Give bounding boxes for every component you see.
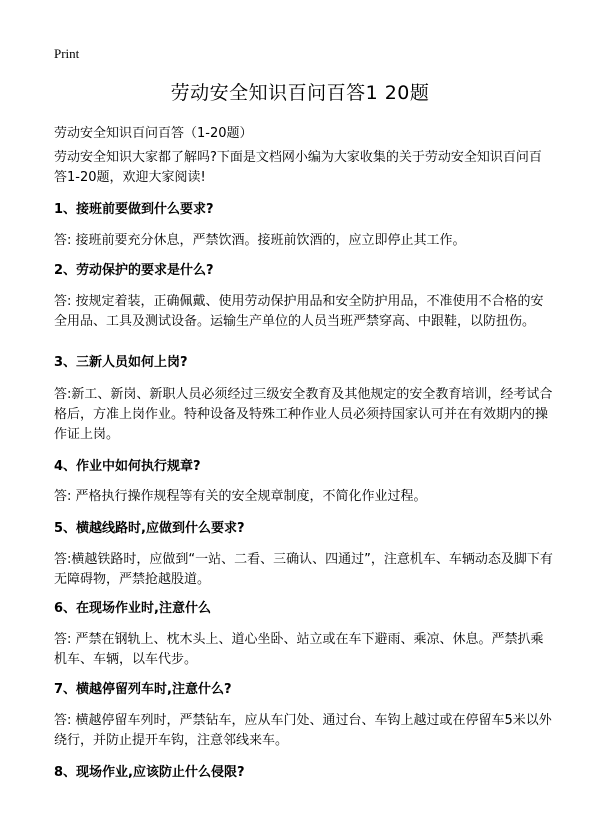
qa-item-6 xyxy=(54,600,554,667)
question-3: 3、三新人员如何上岗? xyxy=(54,355,188,370)
answer-1: 答: 接班前要充分休息，严禁饮酒。接班前饮酒的，应立即停止其工作。 xyxy=(54,233,466,248)
qa-item-2 xyxy=(54,262,554,329)
qa-item-1 xyxy=(54,201,554,248)
question-6: 6、在现场作业时,注意什么 xyxy=(54,601,211,616)
page-title: 劳动安全知识百问百答1 20题 xyxy=(170,82,430,104)
question-5: 5、横越线路时,应做到什么要求? xyxy=(54,521,245,536)
intro-paragraph: 劳动安全知识大家都了解吗?下面是文档网小编为大家收集的关于劳动安全知识百问百答1-20题，欢迎大家阅读! xyxy=(54,150,542,185)
answer-3: 答:新工、新岗、新职人员必须经过三级安全教育及其他规定的安全教育培训，经考试合格后，方准上岗作业。特种设备及特殊工种作业人员必须持国家认可并在有效期内的操作证上岗。 xyxy=(54,387,553,442)
qa-item-5 xyxy=(54,520,554,587)
answer-6: 答: 严禁在钢轨上、枕木头上、道心坐卧、站立或在车下避雨、乘凉、休息。严禁扒乘机车、车辆，以车代步。 xyxy=(54,632,544,667)
answer-5: 答:横越铁路时，应做到“一站、二看、三确认、四通过”，注意机车、车辆动态及脚下有无障碍物，严禁抢越股道。 xyxy=(54,552,553,587)
document-subtitle: 劳动安全知识百问百答（1-20题） xyxy=(54,126,253,141)
qa-item-7 xyxy=(54,681,554,748)
answer-4: 答: 严格执行操作规程等有关的安全规章制度，不简化作业过程。 xyxy=(54,489,427,504)
qa-item-4 xyxy=(54,458,554,504)
print-link[interactable]: Print xyxy=(54,46,80,61)
answer-2: 答: 按规定着装，正确佩戴、使用劳动保护用品和安全防护用品，不准使用不合格的安全用品、工具及测试设备。运输生产单位的人员当班严禁穿高、中跟鞋，以防扭伤。 xyxy=(54,294,544,329)
question-8: 8、现场作业,应该防止什么侵限? xyxy=(54,765,245,780)
qa-item-8 xyxy=(54,764,554,782)
question-7: 7、横越停留列车时,注意什么? xyxy=(54,682,232,697)
question-4: 4、作业中如何执行规章? xyxy=(54,459,201,474)
question-2: 2、劳动保护的要求是什么? xyxy=(54,263,214,278)
qa-item-3 xyxy=(54,354,554,442)
answer-7: 答: 横越停留车列时，严禁钻车，应从车门处、通过台、车钩上越过或在停留车5米以外绕行，并防止提开车钩，注意邻线来车。 xyxy=(54,713,552,748)
question-1: 1、接班前要做到什么要求? xyxy=(54,202,214,217)
